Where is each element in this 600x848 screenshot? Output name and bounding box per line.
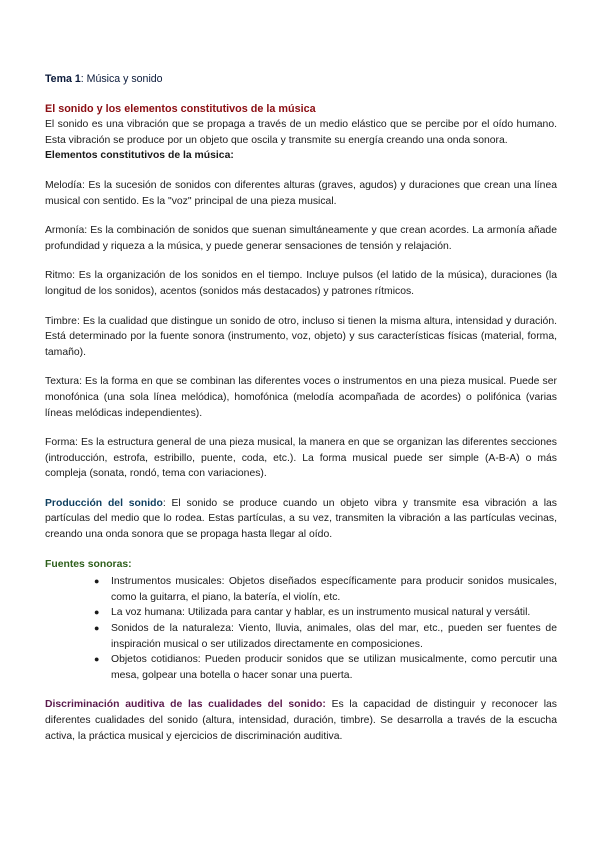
discrimination-lead: Discriminación auditiva de las cualidades del sonido: xyxy=(45,699,326,711)
element-melodia: Melodía: Es la sucesión de sonidos con diferentes alturas (graves, agudos) y duraciones que crean una línea musical con sentido. Es la "voz" principal de una pieza musical. xyxy=(45,179,557,207)
bullet-icon: ● xyxy=(94,607,100,618)
source-item-text: Instrumentos musicales: Objetos diseñados específicamente para producir sonidos musicales, como la guitarra, el piano, la batería, el violín, etc. xyxy=(111,576,557,603)
document-title xyxy=(45,72,557,88)
sources-list xyxy=(45,574,557,683)
title-bold: Tema 1 xyxy=(45,73,81,85)
section-heading-sound: El sonido y los elementos constitutivos de la música xyxy=(45,102,316,115)
production-text: : El sonido se produce cuando un objeto vibra y transmite esa vibración a las partículas del medio que lo rodea. Estas partículas, a su vez, transmiten la vibración a las partículas vecinas, creando una onda sonora que se propaga hasta llegar al oído. xyxy=(45,497,557,541)
elements-subheading: Elementos constitutivos de la música: xyxy=(45,150,234,162)
element-textura: Textura: Es la forma en que se combinan las diferentes voces o instrumentos en una pieza musical. Puede ser monofónica (una sola línea melódica), homofónica (melodía acompañada de acordes) o polifónica (varias líneas melódicas independientes). xyxy=(45,376,557,419)
source-item-text: Objetos cotidianos: Pueden producir sonidos que se utilizan musicalmente, como percutir una mesa, golpear una botella o hacer sonar una puerta. xyxy=(111,654,557,681)
sound-definition-paragraph: El sonido es una vibración que se propaga a través de un medio elástico que se percibe por el oído humano. Esta vibración se produce por un objeto que oscila y transmite su energía creando una onda sonora. xyxy=(45,119,557,146)
production-paragraph xyxy=(45,496,557,543)
production-lead: Producción del sonido xyxy=(45,497,163,509)
element-forma: Forma: Es la estructura general de una pieza musical, la manera en que se organizan las diferentes secciones (introducción, estrofa, estribillo, puente, coda, etc.). La forma musical puede ser simple (A-B-A) o más compleja (sonata, rondó, tema con variaciones). xyxy=(45,437,557,480)
bullet-icon: ● xyxy=(94,576,100,587)
list-item xyxy=(94,652,557,683)
discrimination-paragraph xyxy=(45,697,557,744)
document-page xyxy=(45,72,557,744)
source-item-text: La voz humana: Utilizada para cantar y hablar, es un instrumento musical natural y versátil. xyxy=(111,607,531,619)
title-rest: : Música y sonido xyxy=(80,73,163,85)
element-timbre: Timbre: Es la cualidad que distingue un sonido de otro, incluso si tienen la misma altura, intensidad y duración. Está determinado por la fuente sonora (instrumento, voz, objeto) y sus características físicas (material, forma, tamaño). xyxy=(45,315,557,358)
bullet-icon: ● xyxy=(94,654,100,665)
source-item-text: Sonidos de la naturaleza: Viento, lluvia, animales, olas del mar, etc., pueden ser fuentes de inspiración musical o ser utilizados directamente en composiciones. xyxy=(111,623,557,650)
element-ritmo: Ritmo: Es la organización de los sonidos en el tiempo. Incluye pulsos (el latido de la música), duraciones (la longitud de los sonidos), acentos (sonidos más destacados) y patrones rítmicos. xyxy=(45,270,557,297)
element-armonia: Armonía: Es la combinación de sonidos que suenan simultáneamente y que crean acordes. La armonía añade profundidad y riqueza a la música, y puede generar sensaciones de tensión y relajación. xyxy=(45,225,557,252)
sources-heading: Fuentes sonoras: xyxy=(45,558,132,570)
bullet-icon: ● xyxy=(94,623,100,634)
list-item xyxy=(94,605,557,621)
discrimination-text: Es la capacidad de distinguir y reconocer las diferentes cualidades del sonido (altura, intensidad, duración, timbre). Se desarrolla a través de la escucha activa, la práctica musical y ejercicios de discriminación auditiva. xyxy=(45,699,557,742)
list-item xyxy=(94,574,557,605)
list-item xyxy=(94,621,557,652)
